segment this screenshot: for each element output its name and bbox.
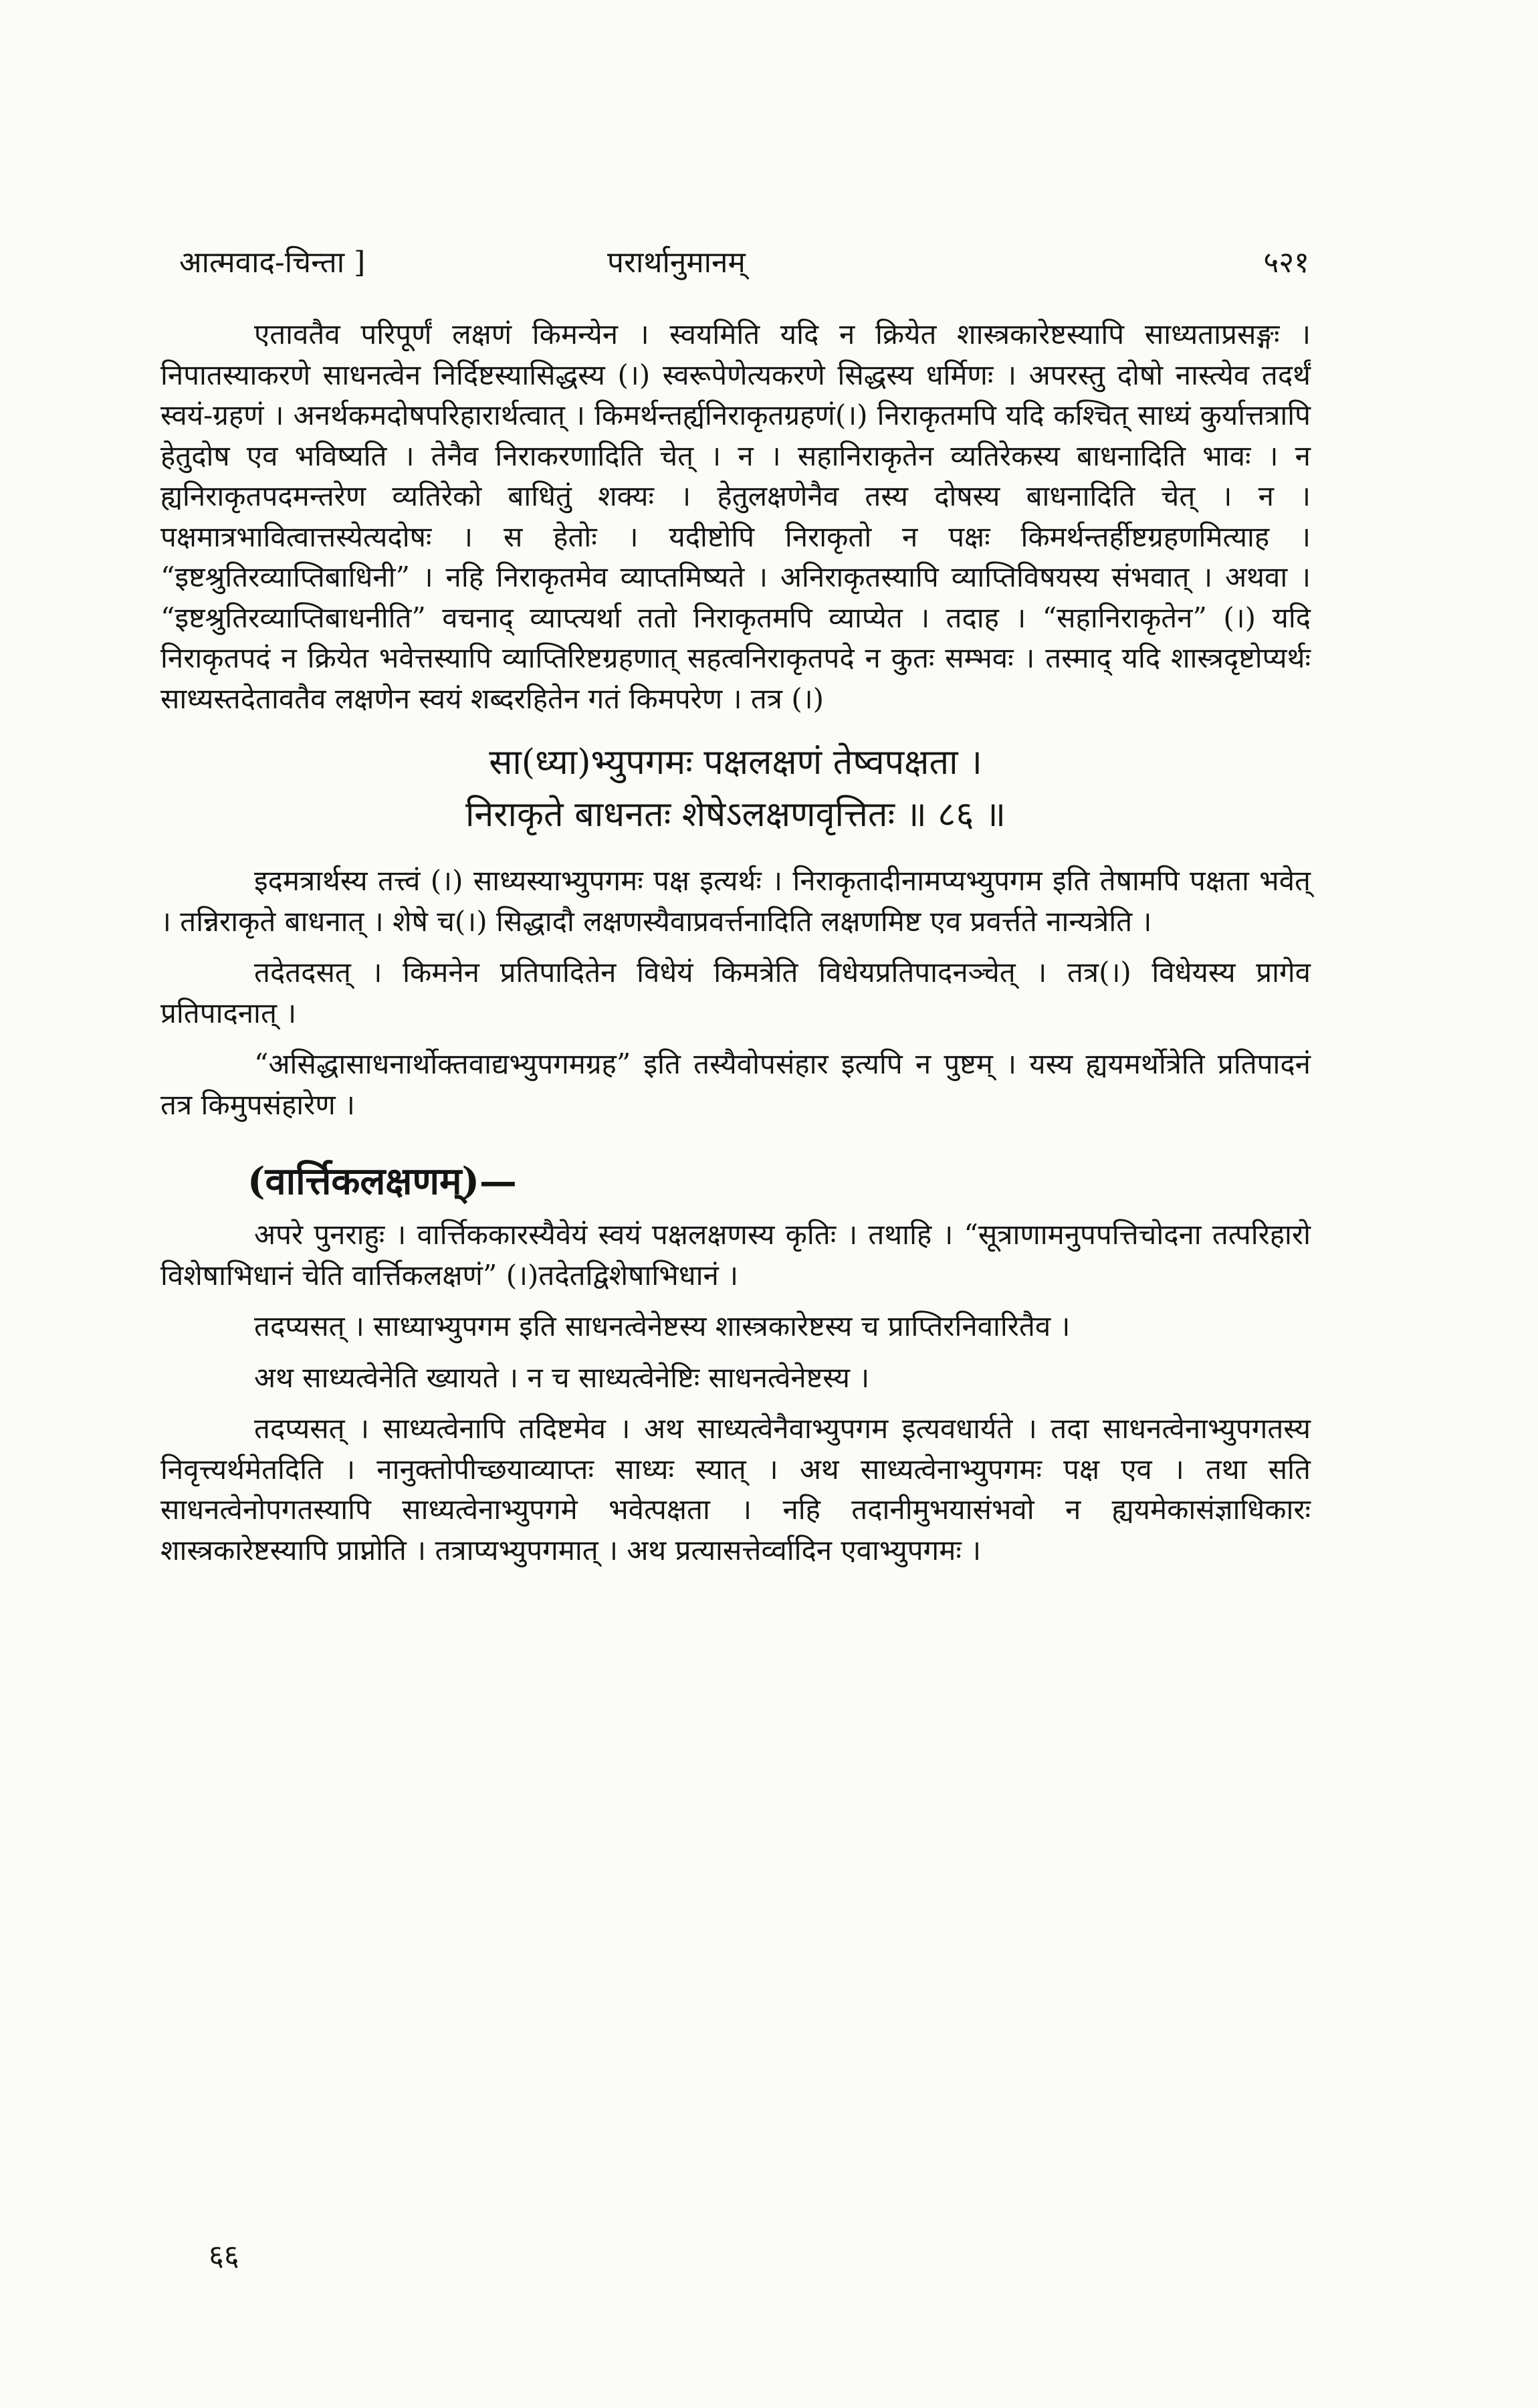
paragraph: अथ साध्यत्वेनेति ख्यायते । न च साध्यत्वेनेष्टिः साधनत्वेनेष्टस्य । bbox=[254, 1361, 870, 1394]
paragraph: तदप्यसत् । साध्यत्वेनापि तदिष्टमेव । अथ साध्यत्वेनैवाभ्युपगम इत्यवधार्यते । तदा साधनत्वेनाभ्युपगतस्य निवृत्त्यर्थमेतदिति । नानुक्तोपीच्छयाव्याप्तः साध्यः स्यात् । अथ साध्यत्वेनाभ्युपगमः पक्ष एव । तथा सति साधनत्वेनोपगतस्यापि साध्यत्वेनाभ्युपगमे भवेत्पक्षता । नहि तदानीमुभयासंभवो न ह्ययमेकासंज्ञाधिकारः शास्त्रकारेष्टस्यापि प्राप्नोति । तत्राप्यभ्युपगमात् । अथ प्रत्यासत्तेर्व्वादिन एवाभ्युपगमः । bbox=[160, 1412, 1311, 1567]
verse-line-2: निराकृते बाधनतः शेषेऽलक्षणवृत्तितः ॥ ८६ ॥ bbox=[465, 795, 1006, 835]
paragraph: अपरे पुनराहुः । वार्त्तिककारस्यैवेयं स्वयं पक्षलक्षणस्य कृतिः । तथाहि । “सूत्राणामनुपपत्तिचोदना तत्परिहारो विशेषाभिधानं चेति वार्त्तिकलक्षणं” (।)तदेतद्विशेषाभिधानं । bbox=[160, 1218, 1311, 1292]
paragraph: तदेतदसत् । किमनेन प्रतिपादितेन विधेयं किमत्रेति विधेयप्रतिपादनञ्चेत् । तत्र(।) विधेयस्य प्रागेव प्रतिपादनात् । bbox=[160, 956, 1311, 1029]
verse-block bbox=[160, 736, 1311, 841]
body-text bbox=[160, 314, 1311, 1571]
header-section-title: आत्मवाद-चिन्ता ] bbox=[179, 245, 366, 280]
footer-page-number: ६६ bbox=[209, 2239, 239, 2273]
header-page-number: ५२१ bbox=[1263, 245, 1309, 280]
paragraph: “असिद्धासाधनार्थोक्तवाद्यभ्युपगमग्रह” इति तस्यैवोपसंहार इत्यपि न पुष्टम् । यस्य ह्ययमर्थोत्रेति प्रतिपादनं तत्र किमुपसंहारेण । bbox=[160, 1047, 1311, 1121]
header-chapter-title: परार्थानुमानम् bbox=[607, 245, 746, 280]
paragraph: इदमत्रार्थस्य तत्त्वं (।) साध्यस्याभ्युपगमः पक्ष इत्यर्थः । निराकृतादीनामप्यभ्युपगम इति तेषामपि पक्षता भवेत् । तन्निराकृते बाधनात् । शेषे च(।) सिद्धादौ लक्षणस्यैवाप्रवर्त्तनादिति लक्षणमिष्ट एव प्रवर्त्तते नान्यत्रेति । bbox=[160, 864, 1311, 938]
paragraph: एतावतैव परिपूर्णं लक्षणं किमन्येन । स्वयमिति यदि न क्रियेत शास्त्रकारेष्टस्यापि साध्यताप्रसङ्गः । निपातस्याकरणे साधनत्वेन निर्दिष्टस्यासिद्धस्य (।) स्वरूपेणेत्यकरणे सिद्धस्य धर्मिणः । अपरस्तु दोषो नास्त्येव तदर्थं स्वयं-ग्रहणं । अनर्थकमदोषपरिहारार्थत्वात् । किमर्थन्तर्ह्यनिराकृतग्रहणं(।) निराकृतमपि यदि कश्चित् साध्यं कुर्यात्तत्रापि हेतुदोष एव भविष्यति । तेनैव निराकरणादिति चेत् । न । सहानिराकृतेन व्यतिरेकस्य बाधनादिति भावः । न ह्यनिराकृतपदमन्तरेण व्यतिरेको बाधितुं शक्यः । हेतुलक्षणेनैव तस्य दोषस्य बाधनादिति चेत् । न । पक्षमात्रभावित्वात्तस्येत्यदोषः । स हेतोः । यदीष्टोपि निराकृतो न पक्षः किमर्थन्तर्हीष्टग्रहणमित्याह । “इष्टश्रुतिरव्याप्तिबाधिनी” । नहि निराकृतमेव व्याप्तमिष्यते । अनिराकृतस्यापि व्याप्तिविषयस्य संभवात् । अथवा । “इष्टश्रुतिरव्याप्तिबाधनीति” वचनाद् व्याप्त्यर्था ततो निराकृतमपि व्याप्येत । तदाह । “सहानिराकृतेन” (।) यदि निराकृतपदं न क्रियेत भवेत्तस्यापि व्याप्तिरिष्टग्रहणात् सहत्वनिराकृतपदे न कुतः सम्भवः । तस्माद् यदि शास्त्रदृष्टोप्यर्थः साध्यस्तदेतावतैव लक्षणेन स्वयं शब्दरहितेन गतं किमपरेण । तत्र (।) bbox=[160, 318, 1311, 715]
section-heading: (वार्त्तिकलक्षणम्)— bbox=[247, 1159, 517, 1203]
verse-line-1: सा(ध्या)भ्युपगमः पक्षलक्षणं तेष्वपक्षता । bbox=[489, 742, 982, 783]
paragraph: तदप्यसत् । साध्याभ्युपगम इति साधनत्वेनेष्टस्य शास्त्रकारेष्टस्य च प्राप्तिरनिवारितैव । bbox=[254, 1310, 1071, 1342]
running-header bbox=[179, 241, 1309, 288]
